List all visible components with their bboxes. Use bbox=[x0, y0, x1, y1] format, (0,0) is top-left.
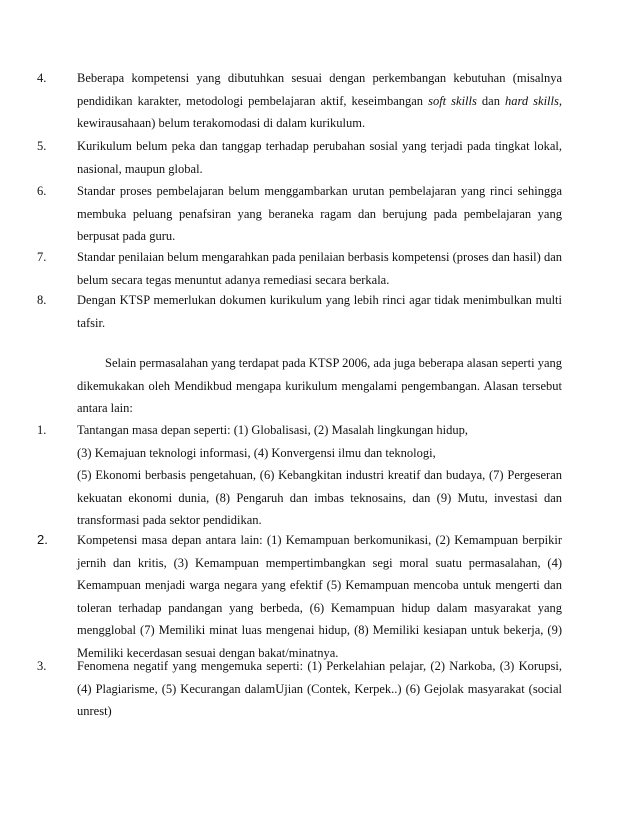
list-item-8 bbox=[37, 289, 562, 334]
list2-item-3 bbox=[37, 655, 562, 723]
list-item-text: Standar penilaian belum mengarahkan pada penilaian berbasis kompetensi (proses dan hasil) dan belum secara tegas menuntut adanya remediasi secara berkala. bbox=[77, 250, 562, 287]
list-item-line: (5) Ekonomi berbasis pengetahuan, (6) Kebangkitan industri kreatif dan budaya, (7) Pergeseran kekuatan ekonomi dunia, (8) Pengaruh dan imbas teknosains, dan (9) Mutu, investasi dan transformasi pada sektor pendidikan. bbox=[77, 468, 562, 527]
list-number: 6. bbox=[37, 184, 47, 198]
list-item-text bbox=[77, 419, 562, 532]
list-number: 2. bbox=[37, 532, 48, 547]
list2-item-1 bbox=[37, 419, 562, 532]
list-item-text-part: kewirausahaan) belum terakomodasi di dalam kurikulum. bbox=[77, 116, 366, 130]
list2-item-2 bbox=[37, 529, 562, 664]
list-number: 1. bbox=[37, 423, 47, 437]
list-item-4 bbox=[37, 67, 562, 135]
list-item-text: Fenomena negatif yang mengemuka seperti: (1) Perkelahian pelajar, (2) Narkoba, (3) Korupsi, (4) Plagiarisme, (5) Kecurangan dalamUjian (Contek, Kerpek..) (6) Gejolak masyarakat (social unrest) bbox=[77, 659, 562, 718]
italic-term-hard-skills: hard skills, bbox=[504, 93, 562, 108]
list-item-text: Dengan KTSP memerlukan dokumen kurikulum yang lebih rinci agar tidak menimbulkan multi tafsir. bbox=[77, 293, 562, 330]
list-item-text: Standar proses pembelajaran belum menggambarkan urutan pembelajaran yang rinci sehingga membuka peluang penafsiran yang beraneka ragam dan berujung pada pembelajaran yang berpusat pada guru. bbox=[77, 184, 562, 243]
list-item-line: Tantangan masa depan seperti: (1) Globalisasi, (2) Masalah lingkungan hidup, bbox=[77, 423, 469, 437]
list-item-text bbox=[77, 67, 562, 135]
list-number: 3. bbox=[37, 659, 47, 673]
list-item-7 bbox=[37, 246, 562, 291]
list-number: 8. bbox=[37, 293, 47, 307]
italic-term-soft-skills: soft skills bbox=[428, 93, 477, 108]
intro-paragraph: Selain permasalahan yang terdapat pada KTSP 2006, ada juga beberapa alasan seperti yang dikemukakan oleh Mendikbud mengapa kurikulum mengalami pengembangan. Alasan tersebut antara lain: bbox=[77, 356, 562, 415]
list-number: 4. bbox=[37, 71, 47, 85]
list-item-text: Kurikulum belum peka dan tanggap terhadap perubahan sosial yang terjadi pada tingkat lokal, nasional, maupun global. bbox=[77, 139, 562, 176]
list-item-text-part: dan bbox=[476, 93, 505, 108]
list-number: 5. bbox=[37, 139, 47, 153]
list-number: 7. bbox=[37, 250, 47, 264]
list-item-text: Kompetensi masa depan antara lain: (1) Kemampuan berkomunikasi, (2) Kemampuan berpikir jernih dan kritis, (3) Kemampuan mempertimbangkan segi moral suatu permasalahan, (4) Kemampuan menjadi warga negara yang efektif (5) Kemampuan mencoba untuk mengerti dan toleran terhadap pandangan yang berbeda, (6) Kemampuan hidup dalam masyarakat yang mengglobal (7) Memiliki minat luas mengenai hidup, (8) Memiliki kesiapan untuk bekerja, (9) Memiliki kecerdasan sesuai dengan bakat/minatnya. bbox=[77, 533, 562, 660]
list-item-text-part: Beberapa kompetensi yang dibutuhkan sesuai dengan perkembangan kebutuhan (misalnya pendidikan karakter, metodologi pembelajaran aktif, keseimbangan bbox=[77, 71, 562, 108]
list-item-5 bbox=[37, 135, 562, 180]
list-item-6 bbox=[37, 180, 562, 248]
list-item-line: (3) Kemajuan teknologi informasi, (4) Konvergensi ilmu dan teknologi, bbox=[77, 445, 436, 460]
